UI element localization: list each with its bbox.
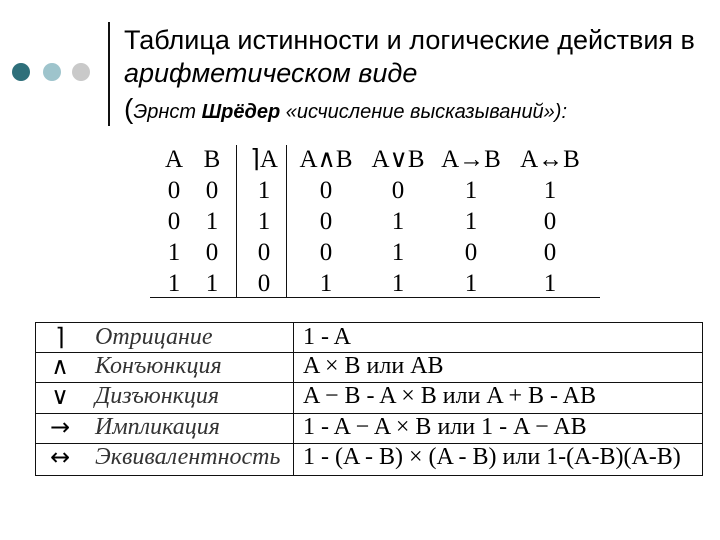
- truth-header-cell: B: [203, 146, 221, 173]
- legend-arithmetic-formula: A − B - A × B или A + B - AB: [303, 383, 596, 409]
- truth-value-cell: 1: [257, 177, 271, 204]
- legend-arithmetic-formula: A × B или AB: [303, 353, 444, 379]
- bullet-dot-dark: [12, 63, 30, 81]
- truth-value-cell: 0: [543, 239, 557, 266]
- legend-arithmetic-formula: 1 - A: [303, 324, 351, 350]
- truth-value-cell: 0: [167, 177, 181, 204]
- truth-value-cell: 1: [543, 270, 557, 297]
- legend-row-rule: [35, 475, 703, 476]
- legend-operator-symbol: ↔: [49, 443, 71, 471]
- truth-value-cell: 1: [167, 239, 181, 266]
- title-divider: [108, 22, 110, 126]
- legend-arithmetic-formula: 1 - (A - B) × (A - B) или 1-(A-B)(A-B): [303, 444, 681, 470]
- truth-column-separator: [286, 145, 287, 297]
- truth-header-cell: A: [164, 146, 184, 173]
- legend-column-rule: [702, 322, 703, 476]
- truth-value-cell: 0: [319, 239, 333, 266]
- truth-value-cell: 1: [319, 270, 333, 297]
- legend-operator-symbol: ∧: [51, 352, 69, 380]
- truth-value-cell: 1: [543, 177, 557, 204]
- truth-value-cell: 1: [464, 270, 478, 297]
- truth-table: [150, 145, 600, 298]
- truth-value-cell: 1: [205, 270, 219, 297]
- legend-operation-name: Конъюнкция: [95, 353, 222, 379]
- truth-value-cell: 0: [319, 177, 333, 204]
- subtitle-rest: «исчисление высказываний»):: [280, 101, 568, 123]
- truth-header-cell: A→B: [441, 146, 501, 173]
- truth-header-cell: A↔B: [520, 146, 580, 173]
- bullet-dot-grey: [72, 63, 90, 81]
- truth-value-cell: 0: [205, 239, 219, 266]
- operations-legend-table: [35, 322, 703, 476]
- truth-value-cell: 0: [543, 208, 557, 235]
- truth-value-cell: 1: [391, 270, 405, 297]
- legend-operator-symbol: ∨: [51, 382, 69, 410]
- legend-operation-name: Эквивалентность: [95, 444, 281, 470]
- legend-operation-name: Отрицание: [95, 324, 213, 350]
- truth-value-cell: 0: [205, 177, 219, 204]
- truth-value-cell: 0: [464, 239, 478, 266]
- truth-value-cell: 0: [167, 208, 181, 235]
- legend-operator-symbol: ⌉: [55, 323, 65, 351]
- subtitle-author: Шрёдер: [201, 101, 281, 123]
- legend-column-rule: [293, 322, 294, 476]
- legend-operator-symbol: →: [49, 413, 71, 441]
- truth-column-separator: [236, 145, 237, 297]
- truth-value-cell: 1: [391, 208, 405, 235]
- title-text: Таблица истинности и логические действия в: [124, 25, 695, 55]
- truth-value-cell: 0: [257, 239, 271, 266]
- truth-value-cell: 0: [319, 208, 333, 235]
- legend-operation-name: Импликация: [95, 414, 220, 440]
- subtitle-paren: (: [124, 93, 134, 124]
- slide-subtitle: [124, 92, 567, 129]
- truth-value-cell: 1: [464, 208, 478, 235]
- truth-value-cell: 1: [205, 208, 219, 235]
- truth-header-cell: A∧B: [299, 146, 353, 173]
- title-italic-text: арифметическом виде: [124, 58, 418, 88]
- truth-value-cell: 1: [464, 177, 478, 204]
- legend-arithmetic-formula: 1 - A − A × B или 1 - A − AB: [303, 414, 587, 440]
- slide-title: [124, 24, 720, 90]
- truth-value-cell: 1: [167, 270, 181, 297]
- truth-value-cell: 0: [257, 270, 271, 297]
- truth-value-cell: 1: [257, 208, 271, 235]
- truth-bottom-rule: [150, 297, 600, 298]
- truth-value-cell: 0: [391, 177, 405, 204]
- truth-header-cell: A∨B: [371, 146, 425, 173]
- bullet-dot-light: [43, 63, 61, 81]
- truth-value-cell: 1: [391, 239, 405, 266]
- subtitle-prefix: Эрнст: [133, 101, 202, 123]
- truth-header-cell: ⌉A: [250, 146, 278, 173]
- legend-operation-name: Дизъюнкция: [95, 383, 219, 409]
